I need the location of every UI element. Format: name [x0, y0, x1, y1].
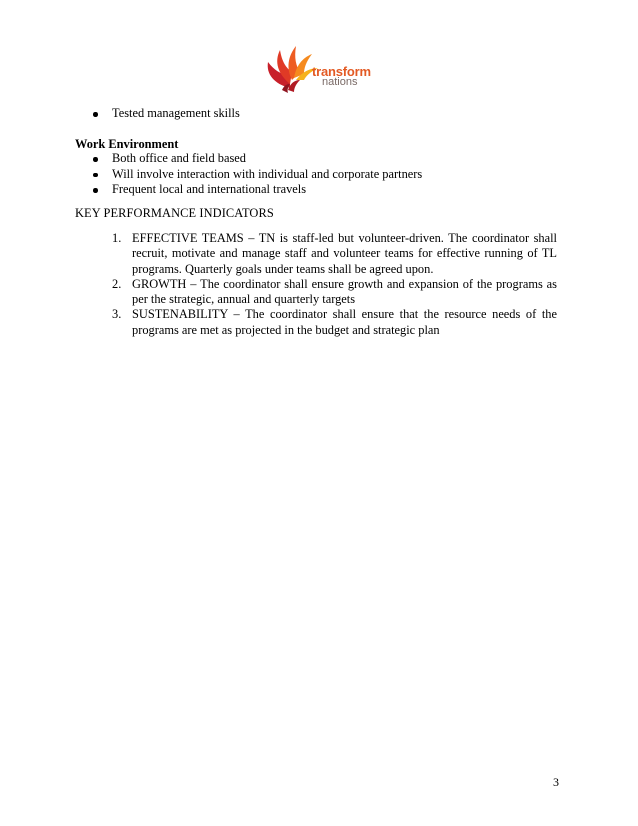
- list-item: [92, 106, 240, 122]
- list-item-text: Will involve interaction with individual and corporate partners: [112, 166, 423, 181]
- kpi-item: [112, 277, 557, 308]
- logo-wordmark: [312, 65, 371, 88]
- kpi-heading: KEY PERFORMANCE INDICATORS: [75, 206, 274, 220]
- kpi-item-number: 3.: [112, 307, 122, 322]
- kpi-item-number: 1.: [112, 231, 122, 245]
- work-environment-list: [92, 151, 422, 198]
- list-item-text: Frequent local and international travels: [112, 182, 307, 196]
- list-item: [92, 167, 422, 183]
- kpi-list: [112, 231, 557, 338]
- skills-list: [92, 106, 240, 122]
- kpi-item: [112, 307, 557, 338]
- logo-text-nations: nations: [322, 76, 358, 88]
- bullet-icon: [93, 112, 98, 117]
- bullet-icon: [93, 173, 98, 178]
- kpi-item-text: SUSTENABILITY – The coordinator shall ensure that the resource needs of the programs are met as projected in the budget and strategic plan: [132, 307, 557, 337]
- kpi-item-text: GROWTH – The coordinator shall ensure growth and expansion of the programs as per the strategic, annual and quarterly targets: [132, 276, 557, 307]
- list-item: [92, 182, 422, 198]
- page-number: 3: [553, 775, 559, 789]
- list-item: [92, 151, 422, 167]
- bullet-icon: [93, 188, 98, 193]
- list-item-text: Both office and field based: [112, 151, 246, 165]
- kpi-item-number: 2.: [112, 276, 122, 291]
- kpi-item-text: EFFECTIVE TEAMS – TN is staff-led but volunteer-driven. The coordinator shall recruit, motivate and manage staff and volunteer teams for effective running of TL programs. Quarterly goals under teams shall be agreed upon.: [132, 231, 557, 276]
- kpi-item: [112, 231, 557, 277]
- work-environment-heading: Work Environment: [75, 137, 179, 151]
- transform-nations-logo: [264, 44, 384, 94]
- bullet-icon: [93, 157, 98, 162]
- list-item-text: Tested management skills: [112, 106, 240, 120]
- logo-text-transform: transform: [312, 64, 371, 79]
